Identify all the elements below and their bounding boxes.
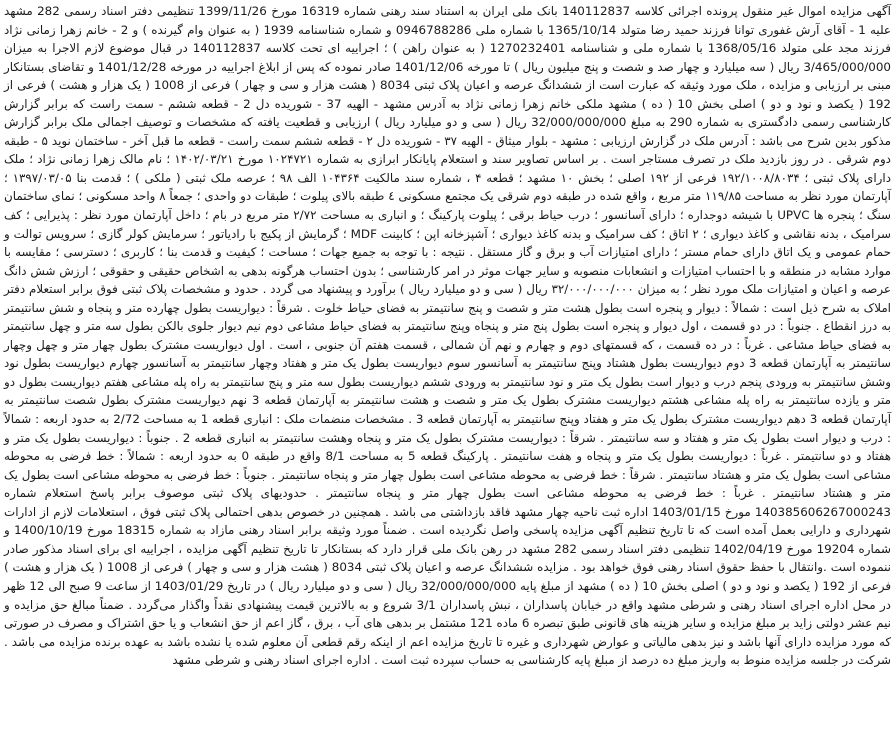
auction-notice-text: آگهی مزایده اموال غیر منقول پرونده اجرائی کلاسه 140112837 بانک ملی ایران به استناد سند رهنی شماره 16319 مورخ 1399/11/26 تنظیمی دفتر اسناد رسمی 282 مشهد علیه 1 - آقای آرش غفوری توانا فرزند حمید رضا متولد 1365/10/14 با شماره ملی 0946788286 و شماره شناسنامه 1939 ( به عنوان وام گیرنده ) و 2 - خانم زهرا زمانی نژاد فرزند مجد علی متولد 1368/05/16 با شماره ملی و شناسنامه 1270232401 ( به عنوان راهن ) ؛ اجراییه ای تحت کلاسه 140112837 در قبال موضوع لازم الاجرا به میزان 3/465/000/000 ریال ( سه میلیارد و چهار صد و شصت و پنج میلیون ریال ) تا مورخه 1401/12/06 صادر نموده که پس از ابلاغ اجراییه در مورخه 1401/12/28 و تقاضای بستانکار مبنی بر ارزیابی و مزایده ، ملک مورد وثیقه که عبارت است از ششدانگ عرصه و اعیان پلاک ثبتی 8034 ( هشت هزار و سی و چهار ) فرعی از 1008 ( یک هزار و هشت ) فرعی از 192 ( یکصد و نود و دو ) اصلی بخش 10 ( ده ) مشهد ملکی خانم زهرا زمانی نژاد به آدرس مشهد - الهیه 37 - شوریده دل 2 - قطعه ششم - سمت راست که برابر گزارش کارشناسی رسمی دادگستری به شماره 290 به مبلغ 32/000/000/000 ریال ( سی و دو میلیارد ریال ) ارزیابی و قطعیت یافته که مشخصات و توصیف اجمالی ملک برابر گزارش مذکور بدین شرح می باشد : آدرس ملک در گزارش ارزیابی : مشهد - بلوار میثاق - الهیه ۳۷ - شوریده دل ۲ - قطعه ششم سمت راست - قطعه ما قبل آخر - ساختمان نوید ۵ - طبقه دوم شرقی . در روز بازدید ملک در تصرف مستاجر است . بر اساس تصاویر سند و استعلام پایانکار ابرازی به شماره ۱۰۲۴۷۲۱ مورخ ۱۴۰۲/۰۳/۲۱ ؛ نام مالک زهرا زمانی نژاد ؛ ملک دارای پلاک ثبتی ؛ ۱۹۲/۱۰۰۸/۸۰۳۴ فرعی از ۱۹۲ اصلی ؛ بخش ۱۰ مشهد ؛ قطعه ۴ ، شماره سند مالکیت ۱۰۴۳۶۴ الف ۹۸ ؛ عرصه ملک ثبتی ( ملکی ) ؛ قدمت بنا ۱۳۹۷/۰۳/۰۵ ؛ آپارتمان مورد نظر به مساحت ۱۱۹/۸۵ متر مربع ، واقع شده در طبقه دوم شرقی یک مجتمع مسکونی ٤ طبقه بالای پیلوت ؛ طبقات دو واحدی ؛ جمعاً ۸ واحد مسکونی ؛ نمای ساختمان سنگ ؛ پنجره ها UPVC با شیشه دوجداره ؛ دارای آسانسور ؛ درب حیاط برقی ؛ پیلوت پارکینگ ؛ و انباری به مساحت ۲/۷۲ متر مربع در بام ؛ داخل آپارتمان مورد نظر : پذیرایی ؛ کف سرامیک ، بدنه نقاشی و کاغذ دیواری ؛ ۲ اتاق ؛ کف سرامیک و بدنه کاغذ دیواری ؛ آشپزخانه اپن ؛ کابینت MDF ؛ گرمایش از پکیج با رادیاتور ؛ سرمایش کولر گازی ؛ سرویس توالت و حمام عمومی و یک اتاق دارای حمام مستر ؛ دارای امتیازات آب و برق و گاز مستقل . نتیجه : با توجه به جمیع جهات ؛ مساحت ؛ کیفیت و قدمت بنا ؛ کاربری ؛ دسترسی ؛ مقایسه با موارد مشابه در منطقه و با احتساب امتیازات و انشعابات منصوبه و سایر جهات موثر در امر کارشناسی ؛ بدون احتساب هرگونه بدهی به اشخاص حقیقی و حقوقی ؛ ارزش شش دانگ عرصه و اعیان و امتیازات ملک مورد نظر ؛ به میزان ۳۲/۰۰۰/۰۰۰/۰۰۰ ریال ( سی و دو میلیارد ریال ) برآورد و پیشنهاد می گردد . حدود و مشخصات پلاک ثبتی فوق برابر استعلام دفتر املاک به شرح ذیل است : شمالاً : دیوار و پنجره است بطول هشت متر و شصت و پنج سانتیمتر به فضای حیاط خلوت . شرقاً : دیواریست بطول چهارده متر و پنجاه و شش سانتیمتر به درز انقطاع . جنوباً : در دو قسمت ، اول دیوار و پنجره است بطول پنج متر و پنجاه وپنج سانتیمتر به فضای حیاط مشاعی دوم نیم دیوار جلوی بالکن بطول سه متر و چهل سانتیمتر به فضای حیاط مشاعی . غرباً : در ده قسمت ، که قسمتهای دوم و چهارم و نهم آن شمالی ، قسمت هفتم آن جنوبی ، است . اول دیواریست مشترک بطول چهار متر و چهل وچهار سانتیمتر به آپارتمان قطعه 3 دوم دیواریست بطول هشتاد وپنج سانتیمتر به آسانسور سوم دیواریست بطول یک متر و هفتاد وچهار سانتیمتر به آسانسور چهارم دیواریست بطول نود وشش سانتیمتر به ورودی پنجم درب و دیوار است بطول یک متر و نود سانتیمتر به ورودی ششم دیواریست بطول سه متر و پنج سانتیمتر به راه پله مشاعی هفتم دیواریست بطول دو متر و یازده سانتیمتر به راه پله مشاعی هشتم دیواریست مشترک بطول یک متر و شصت و هشت سانتیمتر به آپارتمان قطعه 3 نهم دیواریست مشترک بطول شصت سانتیمتر به آپارتمان قطعه 3 دهم دیواریست مشترک بطول یک متر و هفتاد وپنج سانتیمتر به آپارتمان قطعه 3 . مشخصات منضمات ملک : انباری قطعه 1 به مساحت 2/72 به حدود اربعه : شمالاً : درب و دیوار است بطول یک متر و هفتاد و سه سانتیمتر . شرقاً : دیواریست مشترک بطول یک متر و پنجاه وهشت سانتیمتر به انباری قطعه 2 . جنوباً : دیواریست بطول یک متر و هفتاد و دو سانتیمتر . غرباً : دیواریست بطول یک متر و پنجاه و هفت سانتیمتر . پارکینگ قطعه 5 به مساحت 8/1 واقع در طبقه 0 به حدود اربعه : شمالاً : خط فرضی به محوطه مشاعی است بطول یک متر و هشتاد سانتیمتر . شرقاً : خط فرضی به محوطه مشاعی است بطول چهار متر و پنجاه سانتیمتر . جنوباً : خط فرضی به محوطه مشاعی است بطول یک متر و هشتاد سانتیمتر . غرباً : خط فرضی به محوطه مشاعی است بطول چهار متر و پنجاه سانتیمتر . حدودیهای پلاک ثبتی موصوف برابر پاسخ استعلام شماره 140385606267000243 مورخ 1403/01/15 اداره ثبت ناحیه چهار مشهد فاقد بازداشتی می باشد . همچنین در خصوص بدهی احتمالی پلاک ثبتی فوق ، استعلامات لازم از ادارات شهرداری و دارایی بعمل آمده است که تا تاریخ تنظیم آگهی مزایده پاسخی واصل نگردیده است . ضمناً مورد وثیقه برابر اسناد رهنی مازاد به شماره 18315 مورخ 1400/10/19 و شماره 19204 مورخ 1402/04/19 تنظیمی دفتر اسناد رسمی 282 مشهد در رهن بانک ملی قرار دارد که بستانکار تا تاریخ تنظیم آگهی مزایده ، اجراییه ای برای اسناد مذکور صادر ننموده است .وانتقال با حفظ حقوق اسناد رهنی فوق خواهد بود . مزایده ششدانگ عرصه و اعیان پلاک ثبتی 8034 ( هشت هزار و سی و چهار ) فرعی از 1008 ( یک هزار و هشت ) فرعی از 192 ( یکصد و نود و دو ) اصلی بخش 10 ( ده ) مشهد از مبلغ پایه 32/000/000/000 ریال ( سی و دو میلیارد ریال ) در تاریخ 1403/01/29 از ساعت 9 صبح الی 12 ظهر در محل اداره اجرای اسناد رهنی و شرطی مشهد واقع در خیابان پاسداران ، نبش پاسداران 3/1 شروع و به بالاترین قیمت پیشنهادی نقداً واگذار می‌گردد . ضمناً مبالغ حق مزایده و نیم عشر دولتی زاید بر مبلغ مزایده و سایر هزینه های قانونی طبق تبصره 6 ماده 121 مشتمل بر بدهی های آب ، برق ، گاز اعم از حق انشعاب و یا حق اشتراک و مصرف در صورتی که مورد مزایده دارای آنها باشد و نیز بدهی مالیاتی و عوارض شهرداری و غیره تا تاریخ مزایده اعم از اینکه رقم قطعی آن معلوم شده یا نشده باشد به عهده برنده مزایده می باشد . شرکت در جلسه مزایده منوط به واریز مبلغ ده درصد از مبلغ پایه کارشناسی به حساب سپرده ثبت است . اداره اجرای اسناد رهنی و شرطی مشهد [4, 4, 892, 668]
